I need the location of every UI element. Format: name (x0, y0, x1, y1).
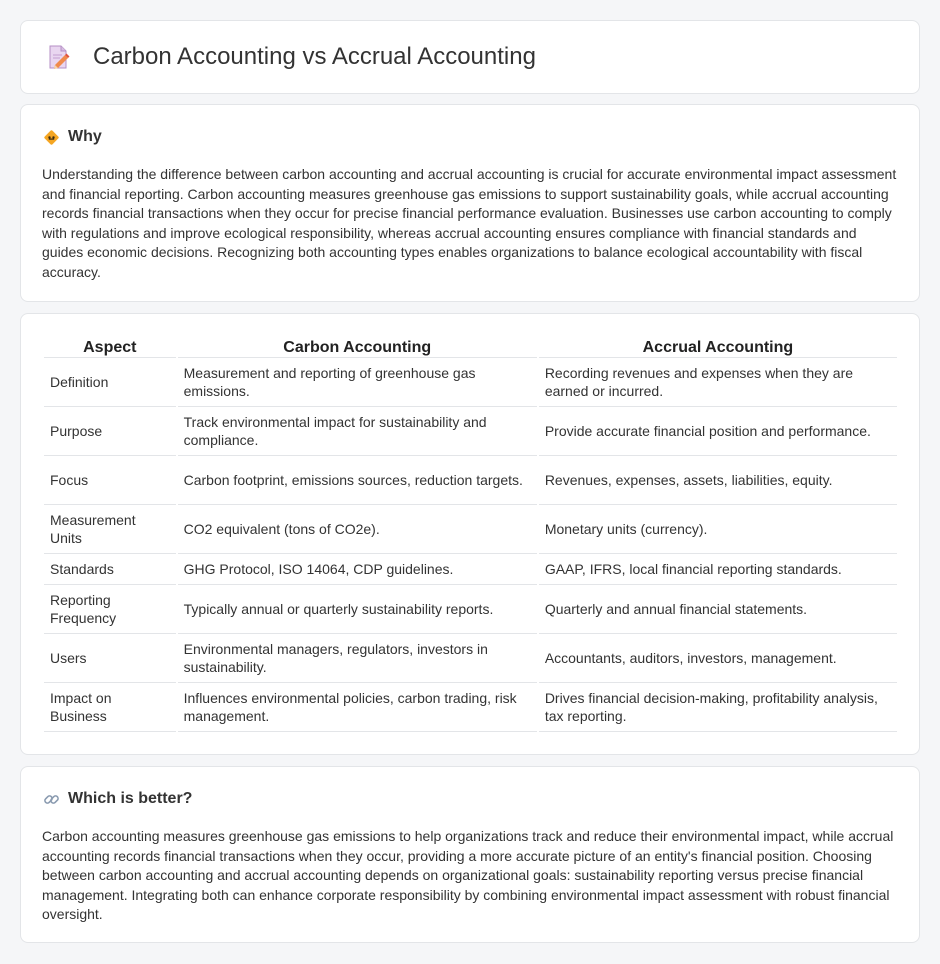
carbon-cell: GHG Protocol, ISO 14064, CDP guidelines. (178, 554, 537, 585)
table-row (44, 407, 897, 456)
table-header-row (44, 336, 897, 358)
carbon-cell: Carbon footprint, emissions sources, reduction targets. (178, 456, 537, 505)
accrual-cell: Quarterly and annual financial statements. (539, 585, 897, 634)
diamond-sign-icon (43, 129, 60, 146)
page-title: Carbon Accounting vs Accrual Accounting (93, 43, 536, 70)
column-header-carbon: Carbon Accounting (178, 336, 537, 358)
table-row (44, 554, 897, 585)
why-heading-row (43, 128, 102, 146)
accrual-cell: Recording revenues and expenses when they are earned or incurred. (539, 358, 897, 407)
carbon-cell: Track environmental impact for sustainability and compliance. (178, 407, 537, 456)
comparison-table (42, 336, 899, 732)
accrual-cell: Revenues, expenses, assets, liabilities, equity. (539, 456, 897, 505)
table-row (44, 358, 897, 407)
better-heading-row (43, 790, 192, 808)
which-is-better-section (20, 766, 920, 943)
aspect-cell: Definition (44, 358, 176, 407)
comparison-section (20, 313, 920, 755)
accrual-cell: Monetary units (currency). (539, 505, 897, 554)
table-row (44, 585, 897, 634)
aspect-cell: Reporting Frequency (44, 585, 176, 634)
table-row (44, 683, 897, 732)
aspect-cell: Focus (44, 456, 176, 505)
carbon-cell: Typically annual or quarterly sustainability reports. (178, 585, 537, 634)
accrual-cell: Accountants, auditors, investors, management. (539, 634, 897, 683)
why-text: Understanding the difference between carbon accounting and accrual accounting is crucial for accurate environmental impact assessment and financial reporting. Carbon accounting measures greenhouse gas emissions to support sustainability goals, while accrual accounting records financial transactions when they occur for precise financial performance evaluation. Businesses use carbon accounting to comply with regulations and improve ecological responsibility, whereas accrual accounting ensures compliance with financial standards and guides economic decisions. Recognizing both accounting types enables organizations to balance ecological accountability with fiscal accuracy. (42, 166, 897, 280)
aspect-cell: Impact on Business (44, 683, 176, 732)
aspect-cell: Standards (44, 554, 176, 585)
link-icon (43, 791, 60, 808)
carbon-cell: Environmental managers, regulators, investors in sustainability. (178, 634, 537, 683)
table-row (44, 634, 897, 683)
header-card (20, 20, 920, 94)
aspect-cell: Measurement Units (44, 505, 176, 554)
aspect-cell: Purpose (44, 407, 176, 456)
accrual-cell: GAAP, IFRS, local financial reporting standards. (539, 554, 897, 585)
table-row (44, 505, 897, 554)
document-pencil-icon (47, 44, 71, 70)
column-header-accrual: Accrual Accounting (539, 336, 897, 358)
why-heading: Why (68, 128, 102, 145)
accrual-cell: Drives financial decision-making, profitability analysis, tax reporting. (539, 683, 897, 732)
why-section (20, 104, 920, 302)
better-heading: Which is better? (68, 790, 193, 807)
carbon-cell: CO2 equivalent (tons of CO2e). (178, 505, 537, 554)
carbon-cell: Measurement and reporting of greenhouse gas emissions. (178, 358, 537, 407)
better-text: Carbon accounting measures greenhouse gas emissions to help organizations track and reduce their environmental impact, while accrual accounting records financial transactions when they occur, providing a more accurate picture of an entity's financial position. Choosing between carbon accounting and accrual accounting depends on organizational goals: sustainability reporting versus precise financial management. Integrating both can enhance corporate responsibility by combining environmental impact assessment with robust financial oversight. (42, 828, 894, 922)
accrual-cell: Provide accurate financial position and performance. (539, 407, 897, 456)
table-row (44, 456, 897, 505)
column-header-aspect: Aspect (44, 336, 176, 358)
aspect-cell: Users (44, 634, 176, 683)
carbon-cell: Influences environmental policies, carbon trading, risk management. (178, 683, 537, 732)
